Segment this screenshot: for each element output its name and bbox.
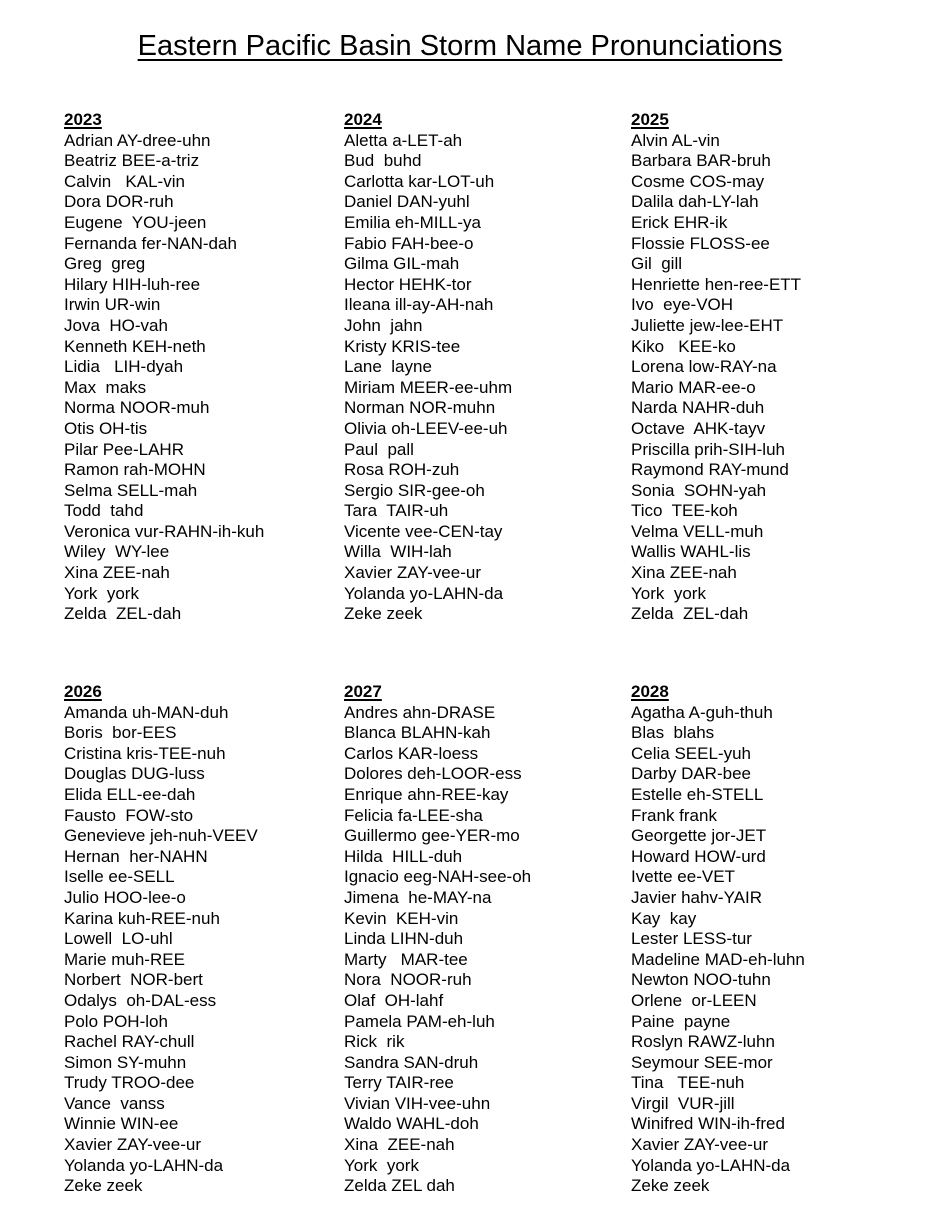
- storm-name-entry: Calvin KAL-vin: [64, 171, 185, 191]
- storm-name-entry: Nora NOOR-ruh: [344, 970, 472, 990]
- storm-name-entry: Henriette hen-ree-ETT: [631, 274, 802, 294]
- storm-name-entry: Zeke zeek: [64, 1176, 143, 1196]
- storm-name-entry: Tina TEE-nuh: [631, 1073, 745, 1093]
- storm-name-entry: Cristina kris-TEE-nuh: [64, 743, 226, 763]
- storm-name-entry: Max maks: [64, 377, 147, 397]
- storm-name-entry: Otis OH-tis: [64, 418, 148, 438]
- storm-name-entry: Dalila dah-LY-lah: [631, 192, 759, 212]
- storm-name-entry: Norman NOR-muhn: [344, 398, 496, 418]
- storm-name-entry: York york: [64, 583, 139, 603]
- year-heading: 2024: [344, 110, 382, 129]
- storm-name-entry: Genevieve jeh-nuh-VEEV: [64, 826, 258, 846]
- name-list-column: [64, 682, 258, 1197]
- storm-name-entry: Ivo eye-VOH: [631, 295, 734, 315]
- storm-name-entry: Orlene or-LEEN: [631, 990, 757, 1010]
- storm-name-entry: Elida ELL-ee-dah: [64, 784, 196, 804]
- storm-name-entry: Roslyn RAWZ-luhn: [631, 1032, 775, 1052]
- storm-name-entry: Norma NOOR-muh: [64, 398, 210, 418]
- storm-name-entry: York york: [344, 1155, 419, 1175]
- year-heading: 2023: [64, 110, 102, 129]
- storm-name-entry: Rachel RAY-chull: [64, 1032, 195, 1052]
- storm-name-entry: Rick rik: [344, 1032, 405, 1052]
- storm-name-entry: Agatha A-guh-thuh: [631, 702, 773, 722]
- storm-name-entry: York york: [631, 583, 706, 603]
- storm-name-entry: Darby DAR-bee: [631, 764, 751, 784]
- storm-name-entry: Beatriz BEE-a-triz: [64, 151, 200, 171]
- storm-name-entry: Lowell LO-uhl: [64, 929, 173, 949]
- storm-name-entry: Javier hahv-YAIR: [631, 887, 763, 907]
- storm-name-entry: Adrian AY-dree-uhn: [64, 130, 211, 150]
- storm-name-entry: Eugene YOU-jeen: [64, 212, 207, 232]
- storm-name-entry: Trudy TROO-dee: [64, 1073, 195, 1093]
- storm-name-entry: Polo POH-loh: [64, 1011, 168, 1031]
- storm-name-entry: Kay kay: [631, 908, 697, 928]
- storm-name-entry: Narda NAHR-duh: [631, 398, 765, 418]
- storm-name-entry: Winnie WIN-ee: [64, 1114, 179, 1134]
- storm-name-entry: Virgil VUR-jill: [631, 1093, 735, 1113]
- storm-name-entry: Dora DOR-ruh: [64, 192, 174, 212]
- storm-name-entry: Kristy KRIS-tee: [344, 336, 461, 356]
- year-heading: 2025: [631, 110, 669, 129]
- storm-name-entry: Paul pall: [344, 439, 414, 459]
- storm-name-entry: Irwin UR-win: [64, 295, 161, 315]
- storm-name-entry: Madeline MAD-eh-luhn: [631, 949, 805, 969]
- storm-name-entry: Simon SY-muhn: [64, 1052, 187, 1072]
- storm-name-entry: Miriam MEER-ee-uhm: [344, 377, 513, 397]
- storm-name-entry: Zelda ZEL-dah: [631, 604, 749, 624]
- page-title: Eastern Pacific Basin Storm Name Pronunciations: [137, 30, 783, 62]
- storm-name-entry: Willa WIH-lah: [344, 542, 452, 562]
- storm-name-entry: Odalys oh-DAL-ess: [64, 990, 217, 1010]
- storm-name-entry: Pilar Pee-LAHR: [64, 439, 184, 459]
- year-heading: 2028: [631, 682, 669, 701]
- storm-name-entry: Olivia oh-LEEV-ee-uh: [344, 418, 508, 438]
- storm-name-entry: Xavier ZAY-vee-ur: [631, 1135, 768, 1155]
- storm-name-entry: Marty MAR-tee: [344, 949, 468, 969]
- storm-name-entry: Paine payne: [631, 1011, 731, 1031]
- storm-name-entry: Douglas DUG-luss: [64, 764, 205, 784]
- storm-name-entry: Frank frank: [631, 805, 717, 825]
- storm-name-entry: Yolanda yo-LAHN-da: [64, 1155, 224, 1175]
- storm-name-entry: Zeke zeek: [344, 604, 423, 624]
- storm-name-entry: Boris bor-EES: [64, 723, 177, 743]
- storm-name-entry: Amanda uh-MAN-duh: [64, 702, 229, 722]
- storm-name-entry: Lidia LIH-dyah: [64, 357, 184, 377]
- storm-name-entry: Velma VELL-muh: [631, 521, 764, 541]
- storm-name-entry: Andres ahn-DRASE: [344, 702, 496, 722]
- storm-name-entry: Gil gill: [631, 254, 683, 274]
- storm-name-entry: Alvin AL-vin: [631, 130, 720, 150]
- name-list-column: [64, 110, 264, 625]
- storm-name-entry: Karina kuh-REE-nuh: [64, 908, 220, 928]
- storm-name-entry: Wiley WY-lee: [64, 542, 170, 562]
- storm-name-entry: Enrique ahn-REE-kay: [344, 784, 509, 804]
- storm-name-entry: Terry TAIR-ree: [344, 1073, 454, 1093]
- storm-name-entry: Norbert NOR-bert: [64, 970, 203, 990]
- storm-name-entry: Daniel DAN-yuhl: [344, 192, 470, 212]
- storm-name-entry: Wallis WAHL-lis: [631, 542, 751, 562]
- storm-name-entry: Lorena low-RAY-na: [631, 357, 777, 377]
- storm-name-entry: Fausto FOW-sto: [64, 805, 194, 825]
- storm-name-entry: Gilma GIL-mah: [344, 254, 460, 274]
- storm-name-entry: Xavier ZAY-vee-ur: [64, 1135, 201, 1155]
- year-heading: 2026: [64, 682, 102, 701]
- storm-name-entry: Newton NOO-tuhn: [631, 970, 771, 990]
- storm-name-entry: Sergio SIR-gee-oh: [344, 480, 485, 500]
- storm-name-entry: Emilia eh-MILL-ya: [344, 212, 481, 232]
- storm-name-entry: Zeke zeek: [631, 1176, 710, 1196]
- storm-name-entry: Raymond RAY-mund: [631, 460, 789, 480]
- storm-name-entry: Dolores deh-LOOR-ess: [344, 764, 522, 784]
- name-list-column: [344, 110, 512, 625]
- storm-name-entry: Carlos KAR-loess: [344, 743, 479, 763]
- storm-name-entry: Winifred WIN-ih-fred: [631, 1114, 785, 1134]
- storm-name-entry: Greg greg: [64, 254, 146, 274]
- storm-name-entry: Xavier ZAY-vee-ur: [344, 563, 481, 583]
- storm-name-entry: Ignacio eeg-NAH-see-oh: [344, 867, 532, 887]
- storm-name-entry: Rosa ROH-zuh: [344, 460, 460, 480]
- storm-name-entry: Ivette ee-VET: [631, 867, 735, 887]
- storm-name-entry: Olaf OH-lahf: [344, 990, 444, 1010]
- storm-name-entry: Hilda HILL-duh: [344, 846, 463, 866]
- storm-name-entry: Kevin KEH-vin: [344, 908, 459, 928]
- storm-name-entry: Zelda ZEL-dah: [64, 604, 182, 624]
- storm-name-entry: Sandra SAN-druh: [344, 1052, 479, 1072]
- storm-name-entry: Mario MAR-ee-o: [631, 377, 756, 397]
- storm-name-entry: Juliette jew-lee-EHT: [631, 315, 784, 335]
- storm-name-entry: Fernanda fer-NAN-dah: [64, 233, 237, 253]
- storm-name-entry: Barbara BAR-bruh: [631, 151, 771, 171]
- storm-name-entry: Guillermo gee-YER-mo: [344, 826, 520, 846]
- storm-name-entry: Tico TEE-koh: [631, 501, 738, 521]
- storm-name-entry: Iselle ee-SELL: [64, 867, 175, 887]
- storm-name-entry: Xina ZEE-nah: [631, 563, 737, 583]
- storm-name-entry: Jimena he-MAY-na: [344, 887, 492, 907]
- year-heading: 2027: [344, 682, 382, 701]
- storm-name-entry: Fabio FAH-bee-o: [344, 233, 474, 253]
- name-list-column: [631, 110, 801, 625]
- storm-name-entry: Celia SEEL-yuh: [631, 743, 752, 763]
- storm-name-entry: Julio HOO-lee-o: [64, 887, 186, 907]
- name-list-column: [631, 682, 805, 1197]
- storm-name-entry: Yolanda yo-LAHN-da: [631, 1155, 791, 1175]
- storm-name-entry: Vance vanss: [64, 1093, 165, 1113]
- storm-name-entry: Hernan her-NAHN: [64, 846, 208, 866]
- storm-name-entry: Linda LIHN-duh: [344, 929, 464, 949]
- storm-name-entry: Vivian VIH-vee-uhn: [344, 1093, 491, 1113]
- storm-name-entry: Cosme COS-may: [631, 171, 765, 191]
- storm-name-entry: Pamela PAM-eh-luh: [344, 1011, 495, 1031]
- storm-name-entry: Erick EHR-ik: [631, 212, 728, 232]
- storm-name-entry: John jahn: [344, 315, 423, 335]
- storm-name-entry: Estelle eh-STELL: [631, 784, 764, 804]
- storm-name-entry: Tara TAIR-uh: [344, 501, 449, 521]
- storm-name-entry: Georgette jor-JET: [631, 826, 767, 846]
- storm-name-entry: Bud buhd: [344, 151, 422, 171]
- storm-name-entry: Jova HO-vah: [64, 315, 168, 335]
- storm-name-entry: Zelda ZEL dah: [344, 1176, 455, 1196]
- storm-name-entry: Hector HEHK-tor: [344, 274, 472, 294]
- storm-name-entry: Veronica vur-RAHN-ih-kuh: [64, 521, 265, 541]
- storm-name-entry: Felicia fa-LEE-sha: [344, 805, 483, 825]
- storm-name-entry: Lester LESS-tur: [631, 929, 752, 949]
- storm-name-entry: Kenneth KEH-neth: [64, 336, 206, 356]
- storm-name-entry: Howard HOW-urd: [631, 846, 766, 866]
- storm-name-entry: Flossie FLOSS-ee: [631, 233, 770, 253]
- storm-name-entry: Octave AHK-tayv: [631, 418, 766, 438]
- storm-name-entry: Seymour SEE-mor: [631, 1052, 773, 1072]
- storm-name-entry: Selma SELL-mah: [64, 480, 198, 500]
- storm-name-entry: Hilary HIH-luh-ree: [64, 274, 201, 294]
- storm-name-entry: Blas blahs: [631, 723, 715, 743]
- storm-name-entry: Sonia SOHN-yah: [631, 480, 767, 500]
- storm-name-entry: Kiko KEE-ko: [631, 336, 736, 356]
- storm-name-entry: Marie muh-REE: [64, 949, 185, 969]
- storm-name-entry: Waldo WAHL-doh: [344, 1114, 479, 1134]
- storm-name-entry: Lane layne: [344, 357, 432, 377]
- storm-name-entry: Priscilla prih-SIH-luh: [631, 439, 785, 459]
- storm-name-entry: Yolanda yo-LAHN-da: [344, 583, 504, 603]
- storm-name-entry: Todd tahd: [64, 501, 144, 521]
- storm-name-entry: Xina ZEE-nah: [64, 563, 170, 583]
- storm-name-entry: Carlotta kar-LOT-uh: [344, 171, 495, 191]
- storm-name-entry: Blanca BLAHN-kah: [344, 723, 491, 743]
- storm-name-entry: Ramon rah-MOHN: [64, 460, 206, 480]
- storm-name-entry: Xina ZEE-nah: [344, 1135, 455, 1155]
- storm-name-entry: Aletta a-LET-ah: [344, 130, 463, 150]
- storm-name-entry: Vicente vee-CEN-tay: [344, 521, 503, 541]
- storm-name-entry: Ileana ill-ay-AH-nah: [344, 295, 494, 315]
- name-list-column: [344, 682, 531, 1197]
